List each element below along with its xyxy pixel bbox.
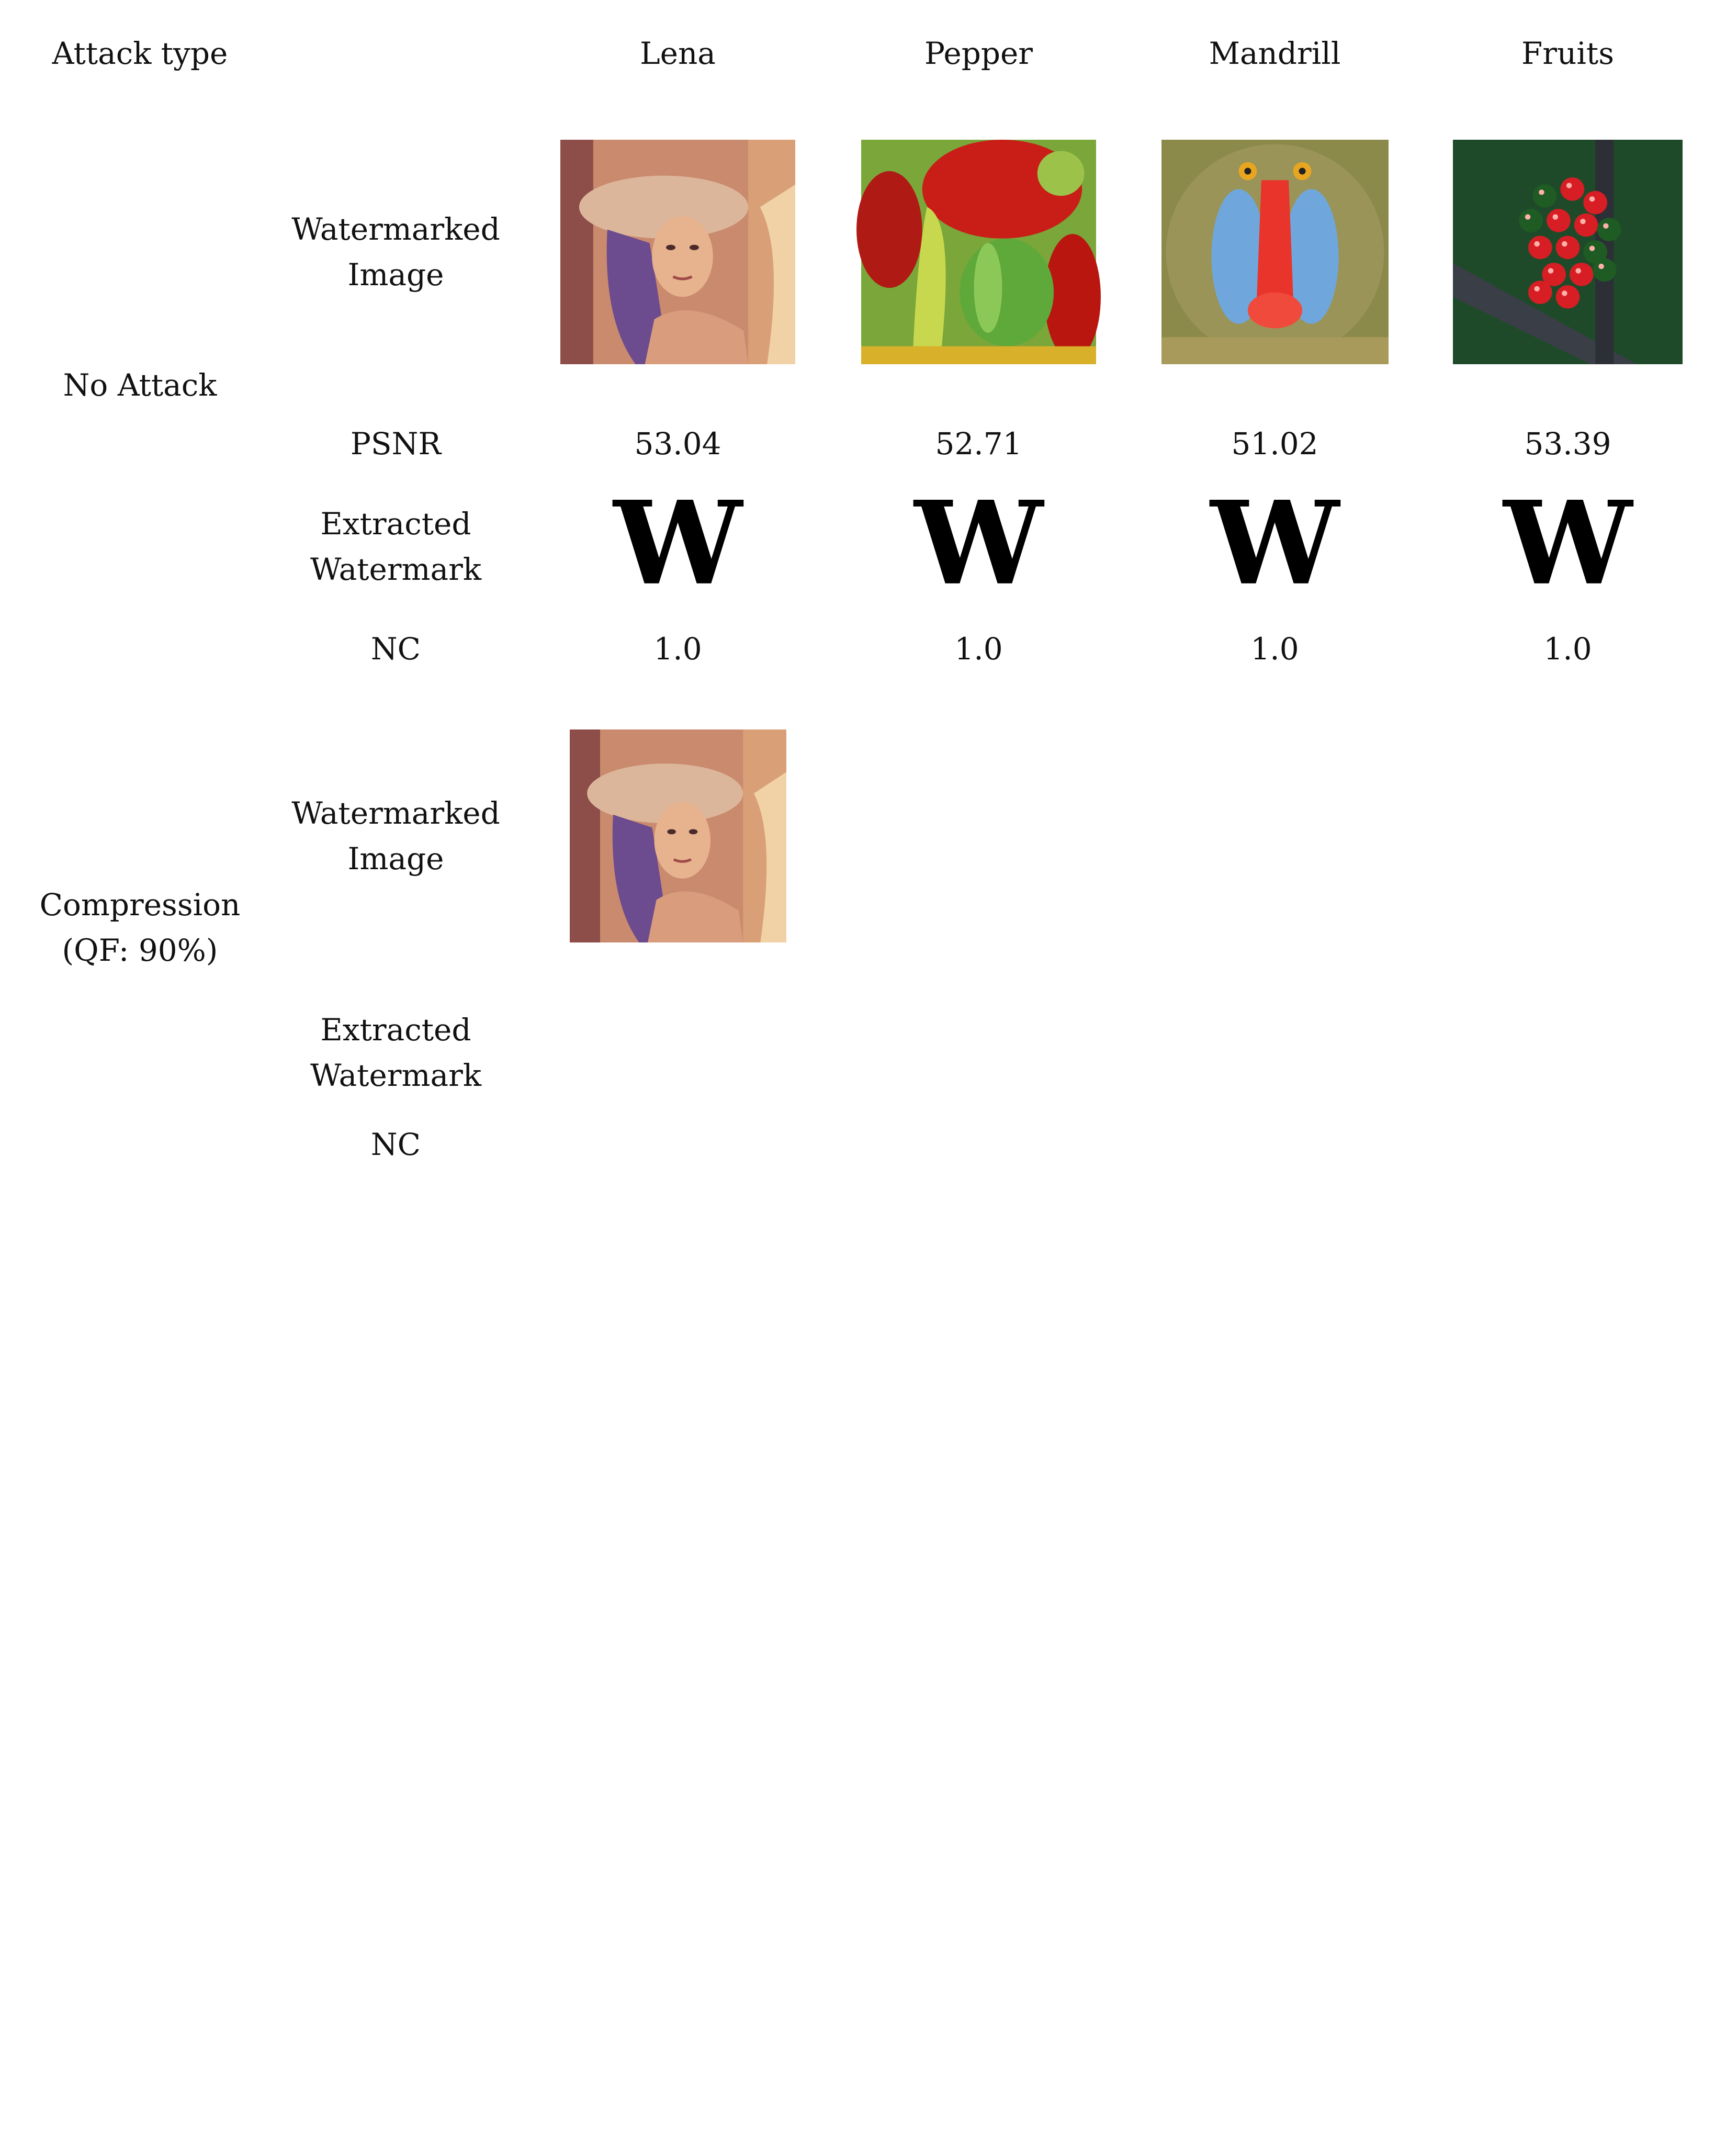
header-cell-3 (828, 16, 1129, 92)
header-cell-1 (264, 16, 527, 92)
watermark-w-icon (914, 475, 1043, 611)
watermark-cell (828, 475, 1129, 619)
metric-label-psnr (264, 412, 527, 475)
nc-value (828, 619, 1129, 679)
header-cell-4 (1129, 16, 1420, 92)
header-cell-5-text: Fruits (1521, 36, 1614, 71)
nc-value (1420, 619, 1715, 679)
watermark-cell (1420, 475, 1715, 619)
nc-value-text: 1.0 (954, 631, 1003, 667)
watermark-w-icon (613, 475, 742, 611)
nc-value (1129, 619, 1420, 679)
attack-type-label (16, 92, 264, 679)
nc-value (527, 619, 828, 679)
attack-type-label-text: No Attack (63, 367, 217, 403)
watermark-w-icon (1210, 475, 1339, 611)
header-cell-2-text: Lena (640, 36, 716, 71)
image-cell (527, 92, 828, 412)
watermarked-image-label-text: Watermarked Image (291, 795, 500, 877)
pepper-photo-icon (861, 140, 1096, 364)
mandrill-photo-icon (1161, 140, 1389, 364)
svg-text:W: W (1503, 475, 1632, 611)
watermark-cell (527, 993, 828, 1113)
metric-label-text: NC (370, 1127, 421, 1162)
nc-value-text: 1.0 (1250, 631, 1299, 667)
metric-label-psnr-text: PSNR (350, 425, 442, 462)
psnr-value (828, 412, 1129, 475)
psnr-value (1129, 412, 1420, 475)
header-cell-5 (1420, 16, 1715, 92)
lena-photo-icon (570, 729, 786, 942)
fruits-photo-icon (1453, 140, 1683, 364)
metric-label (264, 619, 527, 679)
image-cell (1129, 92, 1420, 412)
metric-label-text: NC (370, 631, 421, 667)
watermarked-image-label-text: Watermarked Image (291, 211, 500, 293)
psnr-value (1420, 412, 1715, 475)
watermarked-image-label (264, 92, 527, 412)
psnr-value (527, 412, 828, 475)
image-cell (527, 679, 828, 993)
attack-type-label (16, 679, 264, 1176)
attack-type-label-text: Compression (QF: 90%) (39, 887, 241, 968)
header-cell-2 (527, 16, 828, 92)
nc-value-text: 1.0 (1543, 631, 1592, 667)
extracted-watermark-label-text: Extracted Watermark (310, 506, 481, 587)
psnr-value-text: 52.71 (935, 425, 1022, 462)
lena-photo-icon (560, 140, 795, 364)
header-cell-0-text: Attack type (52, 36, 228, 71)
extracted-watermark-label-text: Extracted Watermark (310, 1012, 481, 1093)
nc-value-text: 1.0 (653, 631, 702, 667)
psnr-value-text: 53.39 (1524, 425, 1611, 462)
header-cell-0 (16, 16, 264, 92)
watermark-cell (527, 475, 828, 619)
image-cell (828, 92, 1129, 412)
watermark-w-icon (1503, 475, 1632, 611)
watermarked-image-label (264, 679, 527, 993)
header-cell-4-text: Mandrill (1209, 36, 1341, 71)
svg-text:W: W (613, 475, 742, 611)
extracted-watermark-label (264, 993, 527, 1113)
psnr-value-text: 51.02 (1231, 425, 1318, 462)
watermark-cell (1129, 475, 1420, 619)
svg-text:W: W (1210, 475, 1339, 611)
image-cell (1420, 92, 1715, 412)
header-cell-3-text: Pepper (924, 36, 1033, 71)
svg-text:W: W (914, 475, 1043, 611)
psnr-value-text: 53.04 (634, 425, 721, 462)
metric-label (264, 1113, 527, 1176)
extracted-watermark-label (264, 475, 527, 619)
